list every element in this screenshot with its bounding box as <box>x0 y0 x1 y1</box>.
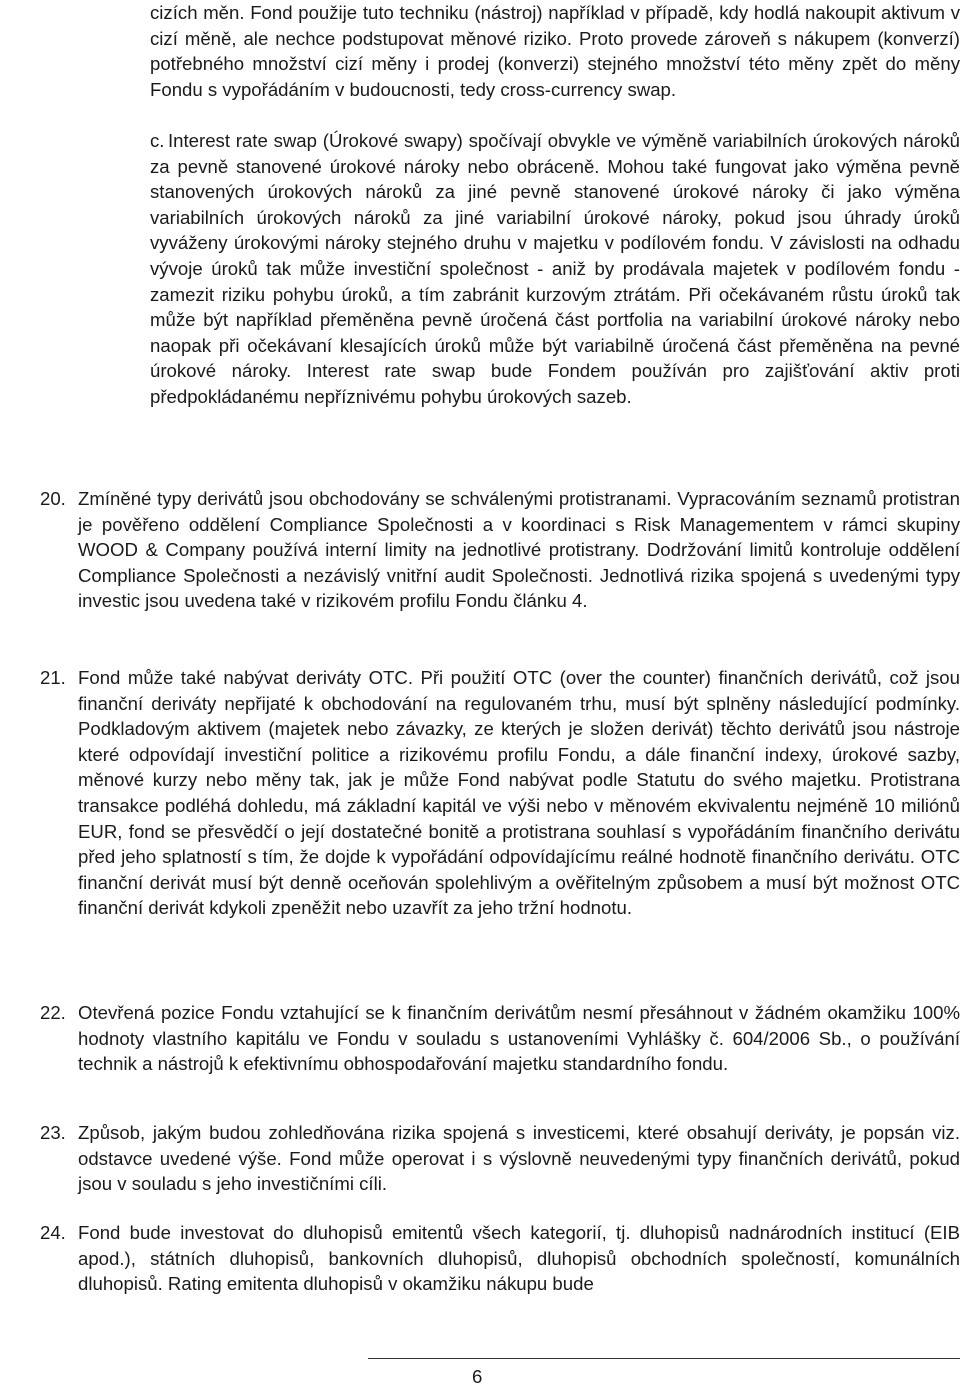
item-c-label: c. <box>150 130 165 151</box>
list-item-number: 23. <box>40 1122 66 1143</box>
list-item-text: Fond bude investovat do dluhopisů emitentů všech kategorií, tj. dluhopisů nadnárodních institucí (EIB apod.), státních dluhopisů, bankovních dluhopisů, dluhopisů obchodních společností, komunálních dluhopisů. Rating emitenta dluhopisů v okamžiku nákupu bude <box>78 1222 960 1295</box>
list-item-number: 24. <box>40 1222 66 1243</box>
footer-divider <box>368 1358 960 1359</box>
list-item-number: 22. <box>40 1002 66 1023</box>
list-item-text: Otevřená pozice Fondu vztahující se k finančním derivátům nesmí přesáhnout v žádném okamžiku 100% hodnoty vlastního kapitálu ve Fondu v souladu s ustanoveními Vyhlášky č. 604/2006 Sb., o používání technik a nástrojů k efektivnímu obhospodařování majetku standardního fondu. <box>78 1002 960 1075</box>
page-number: 6 <box>472 1366 483 1387</box>
list-item-text: Zmíněné typy derivátů jsou obchodovány se schválenými protistranami. Vypracováním seznamů protistran je pověřeno oddělení Compliance Společnosti a v koordinaci s Risk Managementem v rámci skupiny WOOD & Company používá interní limity na jednotlivé protistrany. Dodržování limitů kontroluje oddělení Compliance Společnosti a nezávislý vnitřní audit Společnosti. Jednotlivá rizika spojená s uvedenými typy investic jsou uvedena také v rizikovém profilu Fondu článku 4. <box>78 488 960 612</box>
continuation-paragraph <box>150 0 960 102</box>
continuation-text: cizích měn. Fond použije tuto techniku (nástroj) například v případě, kdy hodlá nakoupit aktivum v cizí měně, ale nechce podstupovat měnové riziko. Proto provede zároveň s nákupem (konverzí) potřebného množství cizí měny i prodej (konverzi) stejného množství této měny zpět do měny Fondu s vypořádáním v budoucnosti, tedy cross-currency swap. <box>150 2 960 100</box>
list-item-number: 20. <box>40 488 66 509</box>
list-item-number: 21. <box>40 667 66 688</box>
item-c-text: Interest rate swap (Úrokové swapy) spočívají obvykle ve výměně variabilních úrokových nároků za pevně stanovené úrokové nároky nebo obráceně. Mohou také fungovat jako výměna pevně stanovených úrokových nároků za jiné pevně stanovené úrokové nároky či jako výměna variabilních úrokových nároků za jiné variabilní úrokové nároky, pokud jsou úhrady úroků vyváženy úrokovými nároky stejného druhu v majetku v podílovém fondu. V závislosti na odhadu vývoje úroků tak může investiční společnost - aniž by prodávala majetek v podílovém fondu - zamezit riziku pohybu úroků, a tím zabránit kurzovým ztrátám. Při očekávaném růstu úroků tak může být například přeměněna pevně úročená část portfolia na variabilní úrokové nároky nebo naopak při očekávaní klesajících úroků může být variabilně úročená část přeměněna na pevné úrokové nároky. Interest rate swap bude Fondem používán pro zajišťování aktiv proti předpokládanému nepříznivému pohybu úrokových sazeb. <box>150 130 960 407</box>
list-item-text: Způsob, jakým budou zohledňována rizika spojená s investicemi, které obsahují deriváty, je popsán viz. odstavce uvedené výše. Fond může operovat i s výslovně neuvedenými typy finančních derivátů, pokud jsou v souladu s jeho investičními cíli. <box>78 1122 960 1195</box>
list-item-text: Fond může také nabývat deriváty OTC. Při použití OTC (over the counter) finančních derivátů, což jsou finanční deriváty nepřijaté k obchodování na regulovaném trhu, musí být splněny následující podmínky. Podkladovým aktivem (majetek nebo závazky, ze kterých je složen derivát) těchto derivátů jsou nástroje které odpovídají investiční politice a rizikovému profilu Fondu, a dále finanční indexy, úrokové sazby, měnové kurzy nebo měny tak, jak je může Fond nabývat podle Statutu do svého majetku. Protistrana transakce podléhá dohledu, má základní kapitál ve výši nebo v měnovém ekvivalentu nejméně 10 miliónů EUR, fond se přesvědčí o její dostatečné bonitě a protistrana souhlasí s vypořádáním finančního derivátu před jeho splatností s tím, že dojde k vypořádání odpovídajícímu reálné hodnotě finančního derivátu. OTC finanční derivát musí být denně oceňován spolehlivým a ověřitelným způsobem a musí být možnost OTC finanční derivát kdykoli zpeněžit nebo uzavřít za jeho tržní hodnotu. <box>78 667 960 919</box>
item-c-paragraph <box>150 128 960 410</box>
